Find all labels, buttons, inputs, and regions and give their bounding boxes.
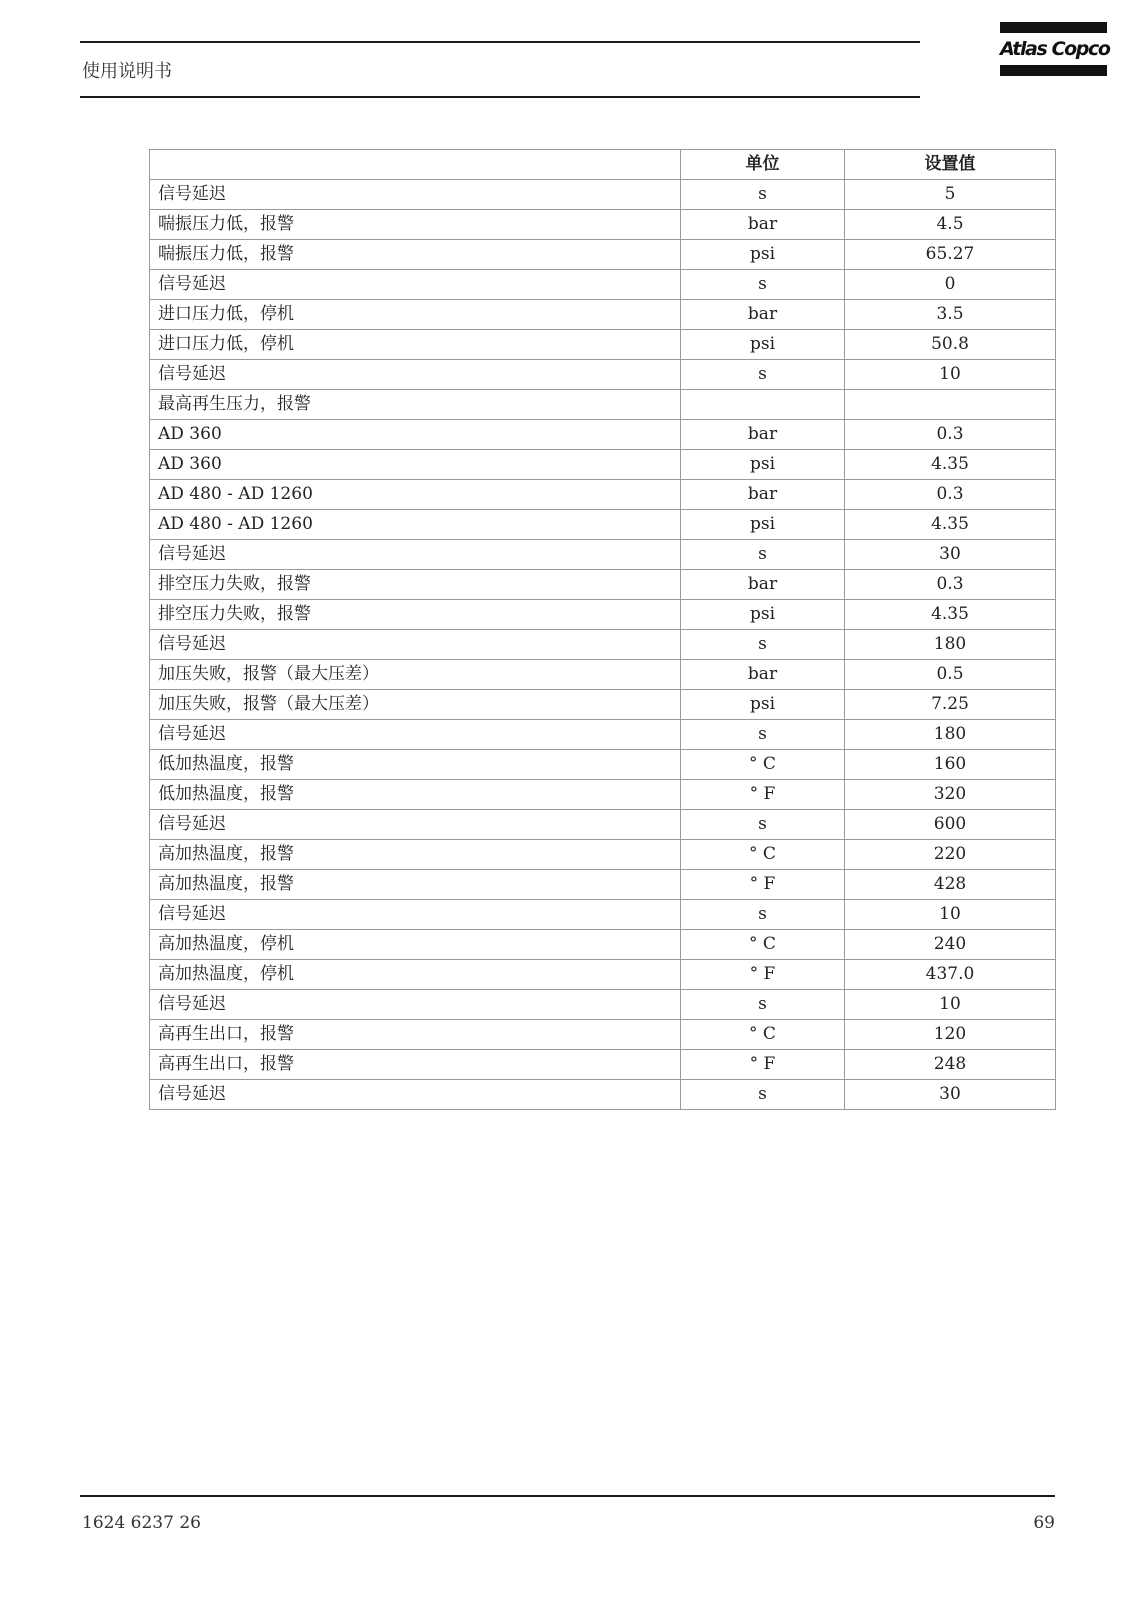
table-row: [150, 240, 1056, 270]
table-row: [150, 810, 1056, 840]
cell-parameter: 排空压力失败，报警: [150, 600, 681, 630]
parameter-table: [149, 149, 1056, 1110]
cell-setting: 5: [845, 180, 1056, 210]
cell-parameter: 信号延迟: [150, 540, 681, 570]
cell-unit: ° F: [681, 1050, 845, 1080]
cell-unit: [681, 390, 845, 420]
cell-unit: bar: [681, 480, 845, 510]
logo-bottom-bar: [1000, 65, 1107, 76]
cell-setting: 4.35: [845, 450, 1056, 480]
cell-setting: 180: [845, 720, 1056, 750]
cell-parameter: AD 480 - AD 1260: [150, 510, 681, 540]
cell-setting: 0: [845, 270, 1056, 300]
cell-parameter: 信号延迟: [150, 990, 681, 1020]
table-row: [150, 960, 1056, 990]
cell-unit: ° F: [681, 780, 845, 810]
cell-setting: 120: [845, 1020, 1056, 1050]
table-row: [150, 270, 1056, 300]
table-row: [150, 840, 1056, 870]
cell-parameter: 高加热温度，报警: [150, 840, 681, 870]
atlas-copco-logo: [1000, 22, 1110, 76]
cell-setting: 4.35: [845, 510, 1056, 540]
cell-setting: 65.27: [845, 240, 1056, 270]
footer-rule: [80, 1495, 1055, 1497]
cell-unit: psi: [681, 600, 845, 630]
table-row: [150, 720, 1056, 750]
cell-unit: bar: [681, 660, 845, 690]
cell-setting: 428: [845, 870, 1056, 900]
cell-parameter: 高再生出口，报警: [150, 1050, 681, 1080]
cell-unit: bar: [681, 570, 845, 600]
cell-parameter: 信号延迟: [150, 270, 681, 300]
cell-parameter: 信号延迟: [150, 180, 681, 210]
cell-unit: s: [681, 180, 845, 210]
cell-setting: 3.5: [845, 300, 1056, 330]
cell-unit: ° C: [681, 1020, 845, 1050]
table-row: [150, 900, 1056, 930]
cell-setting: 248: [845, 1050, 1056, 1080]
table-header-row: [150, 150, 1056, 180]
table-row: [150, 1050, 1056, 1080]
cell-setting: 240: [845, 930, 1056, 960]
cell-unit: psi: [681, 330, 845, 360]
table-row: [150, 180, 1056, 210]
cell-parameter: AD 480 - AD 1260: [150, 480, 681, 510]
table-row: [150, 450, 1056, 480]
cell-unit: s: [681, 990, 845, 1020]
cell-parameter: 信号延迟: [150, 1080, 681, 1110]
cell-parameter: 加压失败，报警（最大压差）: [150, 660, 681, 690]
cell-unit: bar: [681, 300, 845, 330]
cell-unit: s: [681, 540, 845, 570]
cell-parameter: AD 360: [150, 450, 681, 480]
cell-unit: ° F: [681, 960, 845, 990]
cell-unit: s: [681, 810, 845, 840]
table-row: [150, 1080, 1056, 1110]
table-row: [150, 930, 1056, 960]
cell-setting: 220: [845, 840, 1056, 870]
table-row: [150, 210, 1056, 240]
cell-setting: 180: [845, 630, 1056, 660]
cell-unit: psi: [681, 240, 845, 270]
cell-setting: 30: [845, 1080, 1056, 1110]
cell-parameter: 进口压力低，停机: [150, 330, 681, 360]
cell-parameter: 最高再生压力，报警: [150, 390, 681, 420]
table-row: [150, 870, 1056, 900]
header-cell-setting: 设置值: [845, 150, 1056, 180]
cell-parameter: 低加热温度，报警: [150, 750, 681, 780]
table-row: [150, 390, 1056, 420]
document-number: 1624 6237 26: [82, 1513, 201, 1533]
cell-parameter: 高加热温度，停机: [150, 930, 681, 960]
table-row: [150, 360, 1056, 390]
table-row: [150, 660, 1056, 690]
cell-setting: 7.25: [845, 690, 1056, 720]
table-row: [150, 300, 1056, 330]
cell-setting: 0.3: [845, 480, 1056, 510]
table-row: [150, 420, 1056, 450]
cell-setting: 4.5: [845, 210, 1056, 240]
cell-setting: 160: [845, 750, 1056, 780]
table-body: [150, 180, 1056, 1110]
table-row: [150, 630, 1056, 660]
cell-parameter: 信号延迟: [150, 630, 681, 660]
cell-unit: ° C: [681, 750, 845, 780]
table-row: [150, 750, 1056, 780]
cell-unit: ° C: [681, 930, 845, 960]
table-row: [150, 480, 1056, 510]
table-row: [150, 780, 1056, 810]
cell-setting: 4.35: [845, 600, 1056, 630]
cell-setting: 600: [845, 810, 1056, 840]
cell-unit: psi: [681, 450, 845, 480]
page-number: 69: [1033, 1513, 1055, 1533]
cell-parameter: 排空压力失败，报警: [150, 570, 681, 600]
logo-text: Atlas Copco: [1000, 38, 1110, 60]
cell-unit: bar: [681, 210, 845, 240]
table-row: [150, 540, 1056, 570]
cell-parameter: 高加热温度，停机: [150, 960, 681, 990]
cell-parameter: 信号延迟: [150, 720, 681, 750]
cell-unit: psi: [681, 690, 845, 720]
table-row: [150, 570, 1056, 600]
cell-setting: 0.3: [845, 570, 1056, 600]
logo-top-bar: [1000, 22, 1107, 33]
cell-unit: s: [681, 1080, 845, 1110]
cell-setting: 437.0: [845, 960, 1056, 990]
cell-parameter: 低加热温度，报警: [150, 780, 681, 810]
cell-parameter: 喘振压力低，报警: [150, 240, 681, 270]
cell-unit: s: [681, 900, 845, 930]
cell-unit: psi: [681, 510, 845, 540]
cell-setting: [845, 390, 1056, 420]
table-row: [150, 1020, 1056, 1050]
cell-setting: 0.3: [845, 420, 1056, 450]
cell-unit: s: [681, 720, 845, 750]
cell-unit: s: [681, 630, 845, 660]
table-row: [150, 510, 1056, 540]
table-row: [150, 990, 1056, 1020]
header-bottom-rule: [80, 96, 920, 98]
cell-parameter: 加压失败，报警（最大压差）: [150, 690, 681, 720]
header-cell-unit: 单位: [681, 150, 845, 180]
cell-setting: 10: [845, 900, 1056, 930]
cell-parameter: 高加热温度，报警: [150, 870, 681, 900]
table-row: [150, 690, 1056, 720]
cell-unit: bar: [681, 420, 845, 450]
cell-setting: 30: [845, 540, 1056, 570]
table-row: [150, 600, 1056, 630]
cell-parameter: 喘振压力低，报警: [150, 210, 681, 240]
cell-parameter: 进口压力低，停机: [150, 300, 681, 330]
header-cell-parameter: [150, 150, 681, 180]
cell-setting: 50.8: [845, 330, 1056, 360]
cell-unit: ° F: [681, 870, 845, 900]
cell-parameter: 高再生出口，报警: [150, 1020, 681, 1050]
cell-parameter: AD 360: [150, 420, 681, 450]
cell-setting: 0.5: [845, 660, 1056, 690]
cell-unit: s: [681, 360, 845, 390]
header-top-rule: [80, 41, 920, 43]
cell-parameter: 信号延迟: [150, 810, 681, 840]
cell-unit: s: [681, 270, 845, 300]
page-header-title: 使用说明书: [82, 61, 172, 82]
cell-parameter: 信号延迟: [150, 900, 681, 930]
table-row: [150, 330, 1056, 360]
cell-setting: 10: [845, 990, 1056, 1020]
cell-setting: 10: [845, 360, 1056, 390]
cell-unit: ° C: [681, 840, 845, 870]
cell-parameter: 信号延迟: [150, 360, 681, 390]
cell-setting: 320: [845, 780, 1056, 810]
